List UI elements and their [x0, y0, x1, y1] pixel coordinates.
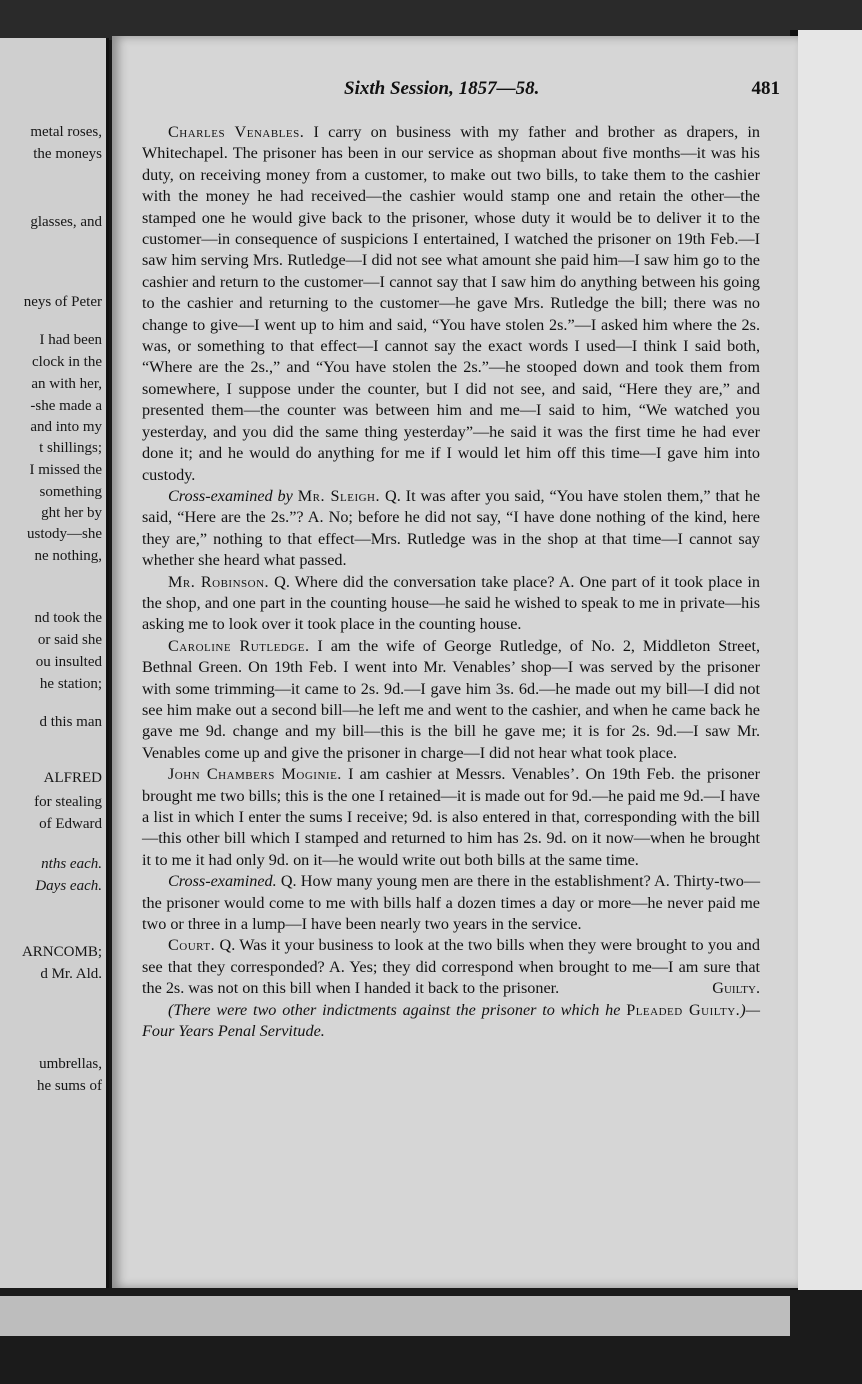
left-page-line: nd took the — [34, 610, 102, 626]
left-page-line: ne nothing, — [34, 548, 102, 564]
testimony-text: I carry on business with my father and brother as drapers, in Whitechapel. The prisoner has been in our service as shopman about five months—it was his duty, on receiving money from a customer, to make out two bills, to take them to the cashier with the money he had received—the cashier would stamp one and retain the other—the stamped one he would give back to the prisoner, whose duty it would be to deliver it to the customer—in consequence of suspicions I entertained, I watched the prisoner on 19th Feb.—I saw him serving Mrs. Rutledge—I did not see what amount she paid him—I saw him go to the cashier and return to the customer—I cannot say that I saw him do anything between his going to the cashier and returning to the customer—he gave Mrs. Rutledge the bill; there was no change to give—I went up to him and said, “You have stolen 2s.”—I asked him where the 2s. was, or something to that effect—I cannot say the exact words I used—I think I said both, “Where are the 2s.,” and “You have stolen the 2s.”—he stooped down and took them from somewhere, I suppose under the counter, but I did not see, and said, “Here they are,” and presented them—the counter was between him and me—I said to him, “We watched you yesterday, and you did the same thing yesterday”—he said it was the first time he had ever done it; and he would do anything for me if I would let him off this time—I gave him into custody. — [142, 123, 760, 484]
cross-examination-label: Cross-examined. — [168, 872, 277, 891]
left-page-line: for stealing — [34, 794, 102, 810]
left-page-line: of Edward — [39, 816, 102, 832]
speaker-name: Court. — [168, 936, 216, 955]
sentence-note-text: (There were two other indictments against the prisoner to which he — [168, 1000, 621, 1019]
left-page-line: and into my — [30, 419, 102, 435]
left-page-line: clock in the — [32, 354, 102, 370]
testimony-paragraph — [142, 122, 760, 486]
testimony-text: I am the wife of George Rutledge, of No. 2, Middleton Street, Bethnal Green. On 19th Feb. I went into Mr. Venables’ shop—I was served by the prisoner with some trimming—it came to 2s. 9d.—I gave him 3s. 6d.—he made out my bill—I did not see him make out a second bill—he left me and went to the cashier, and when he came back he gave me 9d. change and my bill—this is the bill he gave me; it is for 2s. 9d.—I saw Mr. Venables come up and give the prisoner in charge—I did not hear what took place. — [142, 636, 761, 762]
testimony-text: Q. Was it your business to look at the two bills when they were brought to you and see that they corresponded? A. Yes; they did correspond when brought to me—I am sure that the 2s. was not on this bill when I handed it back to the prisoner. — [142, 936, 760, 998]
book-top-shadow — [0, 0, 862, 40]
left-page-line: an with her, — [31, 376, 102, 392]
left-page-line: ght her by — [41, 505, 102, 521]
left-page-line: ustody—she — [27, 526, 102, 542]
session-title: Sixth Session, 1857—58. — [344, 78, 540, 99]
left-page-line: Days each. — [35, 878, 102, 894]
testimony-paragraph — [142, 871, 760, 935]
left-page-line: ALFRED — [43, 770, 102, 786]
page-body — [142, 122, 760, 1042]
left-page-line: I missed the — [29, 462, 102, 478]
left-page-line: -she made a — [30, 398, 102, 414]
left-page-line: d this man — [39, 714, 102, 730]
left-page-line: t shillings; — [39, 440, 102, 456]
testimony-text: Q. Where did the conversation take place? A. One part of it took place in the shop, and one part in the counting house—he said he wished to speak to me in private—his asking me to look over it took place in the counting house. — [142, 572, 760, 634]
verdict: Guilty. — [712, 979, 760, 998]
left-page-line: neys of Peter — [23, 294, 102, 310]
testimony-paragraph — [142, 636, 760, 764]
left-page-line: ARNCOMB; — [21, 944, 102, 960]
cross-examination-label: Cross-examined by — [168, 486, 293, 505]
speaker-name: Mr. Robinson. — [168, 572, 270, 591]
testimony-paragraph — [142, 572, 760, 636]
page-edge-bottom — [0, 1296, 790, 1336]
plea: Pleaded Guilty. — [626, 1000, 741, 1019]
testimony-text: Q. It was after you said, “You have stolen them,” that he said, “Here are the 2s.”? A. No; before he did not say, “I have done nothing of the kind, here they are,” nothing to that effect—Mrs. Rutledge was in the shop at that time—I cannot say whether she heard what passed. — [142, 486, 761, 570]
left-page-line: ou insulted — [35, 654, 102, 670]
left-page-line: I had been — [39, 332, 102, 348]
speaker-name: John Chambers Moginie. — [168, 765, 342, 784]
left-page — [0, 38, 109, 1288]
testimony-paragraph — [142, 764, 760, 871]
page-edge-right — [798, 30, 862, 1300]
left-page-line: he station; — [39, 676, 102, 692]
right-page — [112, 36, 798, 1288]
running-header — [144, 78, 780, 102]
sentence: )—Four Years Penal Servitude. — [142, 1000, 761, 1041]
left-page-line: metal roses, — [30, 124, 102, 140]
speaker-name: Caroline Rutledge. — [168, 636, 310, 655]
speaker-name: Charles Venables. — [168, 123, 305, 141]
left-page-line: nths each. — [41, 856, 102, 872]
left-page-line: something — [39, 484, 102, 500]
page-number: 481 — [751, 78, 780, 99]
left-page-line: d Mr. Ald. — [40, 966, 102, 982]
left-page-line: he sums of — [37, 1078, 102, 1094]
testimony-text: I am cashier at Messrs. Venables’. On 19th Feb. the prisoner brought me two bills; this is the one I retained—it is made out for 9d.—he paid me 9d.—I have a list in which I enter the sums I receive; 9d. is also entered in that, corresponding with the bill—this other bill which I stamped and returned to him has 2s. 9d. on it now—when he brought it to me it had only 9d. on it—he would write out both bills at the same time. — [142, 765, 761, 869]
testimony-paragraph — [142, 486, 760, 572]
left-page-line: the moneys — [33, 146, 102, 162]
left-page-line: or said she — [37, 632, 102, 648]
left-page-line: glasses, and — [30, 214, 102, 230]
sentence-note — [142, 1000, 760, 1043]
counsel-name: Mr. Sleigh. — [297, 486, 381, 505]
testimony-text: Q. How many young men are there in the establishment? A. Thirty-two—the prisoner would come to me with bills half a dozen times a day or more—he never paid me two or three in a lump—I have been nearly two years in the service. — [142, 872, 761, 934]
left-page-line: umbrellas, — [39, 1056, 102, 1072]
testimony-paragraph — [142, 935, 760, 999]
